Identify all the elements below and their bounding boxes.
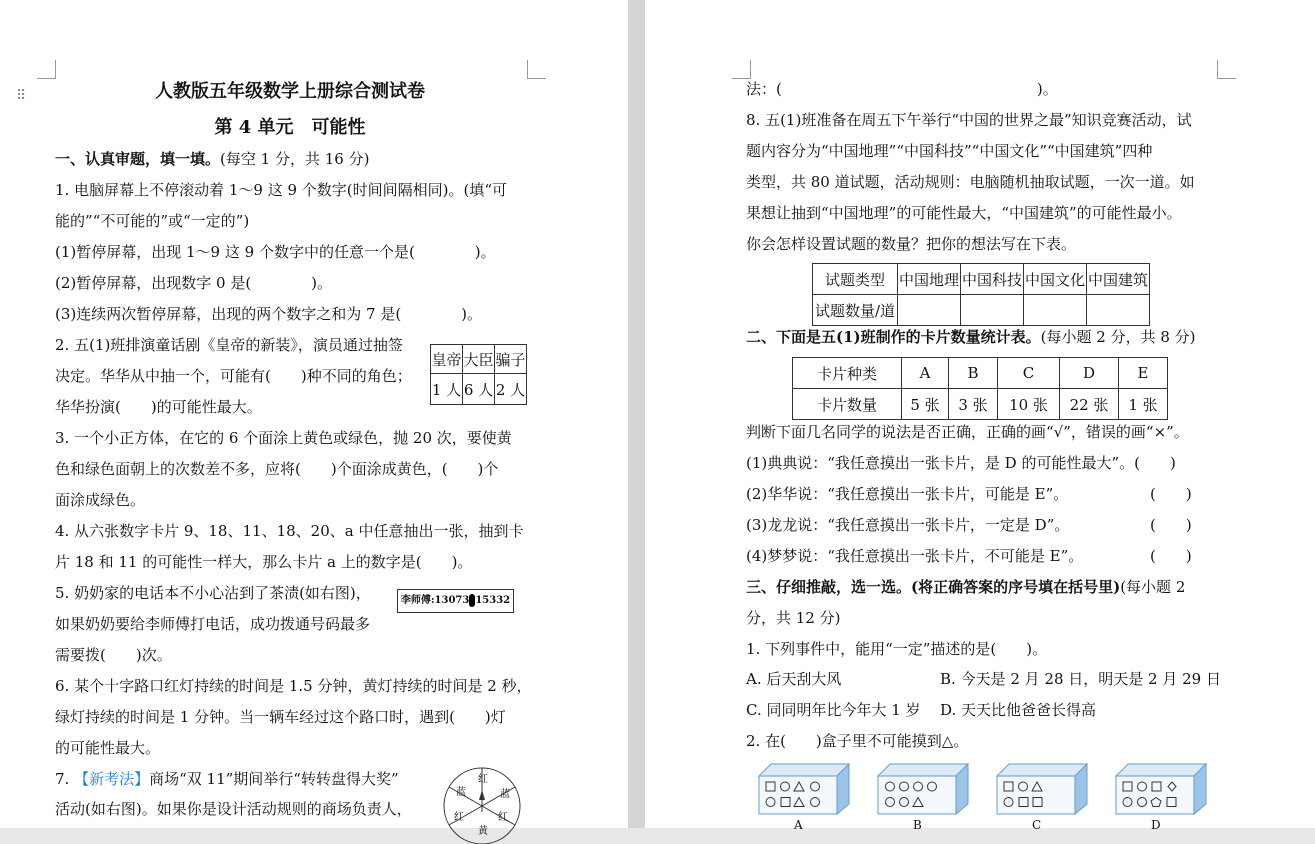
table-cell: 22 张 xyxy=(1060,389,1119,420)
crop-mark xyxy=(527,60,546,79)
answer-cell[interactable] xyxy=(1024,295,1087,326)
question-8-line: 8. 五(1)班准备在周五下午举行“中国的世界之最”知识竞赛活动，试 xyxy=(746,111,1192,129)
table-cell: 1 张 xyxy=(1119,389,1168,420)
document-subtitle: 第 4 单元 可能性 xyxy=(214,117,366,138)
judge-item-3: (3)龙龙说：“我任意摸出一张卡片，一定是 D”。 xyxy=(746,516,1070,534)
option-c: C. 同同明年比今年大 1 岁 xyxy=(746,701,921,719)
section-3-heading: 三、仔细推敲，选一选。(将正确答案的序号填在括号里)(每小题 2 xyxy=(746,578,1186,596)
judge-instruction: 判断下面几名同学的说法是否正确，正确的画“√”，错误的画“×”。 xyxy=(746,423,1189,441)
box-b-image xyxy=(878,762,968,816)
question-3-line: 3. 一个小正方体，在它的 6 个面涂上黄色或绿色，抛 20 次，要使黄 xyxy=(55,429,512,447)
question-8-line: 题内容分为“中国地理”“中国科技”“中国文化”“中国建筑”四种 xyxy=(746,142,1153,160)
question-8-line: 果想让抽到“中国地理”的可能性最大，“中国建筑”的可能性最小。 xyxy=(746,204,1182,222)
judge-item-1: (1)典典说：“我任意摸出一张卡片，是 D 的可能性最大”。( ) xyxy=(746,454,1176,472)
question-7-line: 7. 【新考法】商场“双 11”期间举行“转转盘得大奖” xyxy=(55,770,399,788)
role-table xyxy=(430,344,527,405)
phone-text: 15332 xyxy=(475,595,511,606)
crop-mark xyxy=(732,60,751,79)
answer-cell[interactable] xyxy=(1087,295,1150,326)
question-7-continuation: 法：( )。 xyxy=(746,80,1058,98)
table-header: 中国建筑 xyxy=(1087,264,1150,295)
box-d-image xyxy=(1116,762,1206,816)
document-page-right xyxy=(645,0,1315,832)
question-5-line: 需要拨( )次。 xyxy=(55,646,172,664)
option-a: A. 后天刮大风 xyxy=(746,670,842,688)
select-question-2: 2. 在( )盒子里不可能摸到△。 xyxy=(746,732,969,750)
crop-mark xyxy=(37,60,56,79)
judge-item-2: (2)华华说：“我任意摸出一张卡片，可能是 E”。 xyxy=(746,485,1069,503)
question-1-part-1: (1)暂停屏幕，出现 1～9 这 9 个数字中的任意一个是( )。 xyxy=(55,243,496,261)
table-cell: 3 张 xyxy=(949,389,998,420)
table-header: 中国文化 xyxy=(1024,264,1087,295)
question-4-line: 4. 从六张数字卡片 9、18、11、18、20、a 中任意抽出一张，抽到卡 xyxy=(55,522,524,540)
role-header: 骗子 xyxy=(495,345,527,374)
section-1-heading: 一、认真审题，填一填。(每空 1 分，共 16 分) xyxy=(55,150,370,168)
table-row-label: 试题数量/道 xyxy=(813,295,898,326)
wheel-label: 红 xyxy=(478,774,488,785)
table-header: 卡片种类 xyxy=(793,358,902,389)
table-header: D xyxy=(1060,358,1119,389)
wheel-label: 蓝 xyxy=(456,787,466,798)
table-cell: 10 张 xyxy=(998,389,1060,420)
box-label: D xyxy=(1151,818,1161,832)
table-header: B xyxy=(949,358,998,389)
document-page-left xyxy=(0,0,628,837)
question-8-line: 类型，共 80 道试题，活动规则：电脑随机抽取试题，一次一道。如 xyxy=(746,173,1195,191)
box-label: A xyxy=(794,818,803,832)
role-header: 皇帝 xyxy=(431,345,463,374)
answer-cell[interactable] xyxy=(898,295,961,326)
box-label: C xyxy=(1032,818,1042,832)
section-2-heading: 二、下面是五(1)班制作的卡片数量统计表。(每小题 2 分，共 8 分) xyxy=(746,328,1196,346)
answer-paren: ( ) xyxy=(1150,485,1192,503)
table-header: C xyxy=(998,358,1060,389)
question-4-line: 片 18 和 11 的可能性一样大，那么卡片 a 上的数字是( )。 xyxy=(55,553,473,571)
document-title: 人教版五年级数学上册综合测试卷 xyxy=(155,81,425,102)
prize-wheel-image xyxy=(440,764,526,844)
new-method-tag: 【新考法】 xyxy=(74,770,150,788)
table-header: 中国科技 xyxy=(961,264,1024,295)
question-8-line: 你会怎样设置试题的数量？把你的想法写在下表。 xyxy=(746,235,1077,253)
wheel-label: 红 xyxy=(498,812,508,823)
wheel-label: 红 xyxy=(454,812,464,823)
answer-cell[interactable] xyxy=(961,295,1024,326)
answer-paren: ( ) xyxy=(1150,516,1192,534)
question-6-line: 6. 某个十字路口红灯持续的时间是 1.5 分钟，黄灯持续的时间是 2 秒， xyxy=(55,677,532,695)
question-table xyxy=(812,263,1150,326)
role-count: 6 人 xyxy=(463,374,495,405)
section-3-note: 分，共 12 分) xyxy=(746,609,841,627)
table-header: A xyxy=(902,358,949,389)
box-label: B xyxy=(913,818,922,832)
phone-text: 李师傅:13073 xyxy=(400,595,470,606)
question-1-line: 能的”“不可能的”或“一定的”) xyxy=(55,212,250,230)
box-c-image xyxy=(997,762,1087,816)
answer-paren: ( ) xyxy=(1150,547,1192,565)
question-1-part-3: (3)连续两次暂停屏幕，出现的两个数字之和为 7 是( )。 xyxy=(55,305,483,323)
question-6-line: 绿灯持续的时间是 1 分钟。当一辆车经过这个路口时，遇到( )灯 xyxy=(55,708,506,726)
question-5-line: 5. 奶奶家的电话本不小心沾到了茶渍(如右图)， xyxy=(55,584,371,602)
question-1-part-2: (2)暂停屏幕，出现数字 0 是( )。 xyxy=(55,274,333,292)
option-b: B. 今天是 2 月 28 日，明天是 2 月 29 日 xyxy=(940,670,1221,688)
role-count: 1 人 xyxy=(431,374,463,405)
wheel-label: 蓝 xyxy=(500,789,510,800)
card-count-table xyxy=(792,357,1168,420)
table-header: E xyxy=(1119,358,1168,389)
table-cell: 卡片数量 xyxy=(793,389,902,420)
question-7-line: 活动(如右图)。如果你是设计活动规则的商场负责人， xyxy=(55,800,412,818)
judge-item-4: (4)梦梦说：“我任意摸出一张卡片，不可能是 E”。 xyxy=(746,547,1084,565)
question-6-line: 的可能性最大。 xyxy=(55,739,161,757)
table-header: 试题类型 xyxy=(813,264,898,295)
question-2-line: 决定。华华从中抽一个，可能有( )种不同的角色； xyxy=(55,367,412,385)
question-3-line: 色和绿色面朝上的次数差不多，应将( )个面涂成黄色，( )个 xyxy=(55,460,499,478)
table-header: 中国地理 xyxy=(898,264,961,295)
select-question-1: 1. 下列事件中，能用“一定”描述的是( )。 xyxy=(746,640,1048,658)
crop-mark xyxy=(1217,60,1236,79)
role-count: 2 人 xyxy=(495,374,527,405)
page-gutter xyxy=(628,0,645,828)
box-a-image xyxy=(759,762,849,816)
question-2-line: 2. 五(1)班排演童话剧《皇帝的新装》，演员通过抽签 xyxy=(55,336,403,354)
table-cell: 5 张 xyxy=(902,389,949,420)
option-d: D. 天天比他爸爸长得高 xyxy=(940,701,1097,719)
wheel-label: 黄 xyxy=(478,826,488,837)
role-header: 大臣 xyxy=(463,345,495,374)
question-2-line: 华华扮演( )的可能性最大。 xyxy=(55,398,262,416)
question-1-line: 1. 电脑屏幕上不停滚动着 1～9 这 9 个数字(时间间隔相同)。(填“可 xyxy=(55,181,508,199)
phone-note-image xyxy=(397,589,514,613)
question-5-line: 如果奶奶要给李师傅打电话，成功拨通号码最多 xyxy=(55,615,371,633)
drag-handle-icon[interactable]: ⠿ xyxy=(16,88,26,104)
question-3-line: 面涂成绿色。 xyxy=(55,491,146,509)
